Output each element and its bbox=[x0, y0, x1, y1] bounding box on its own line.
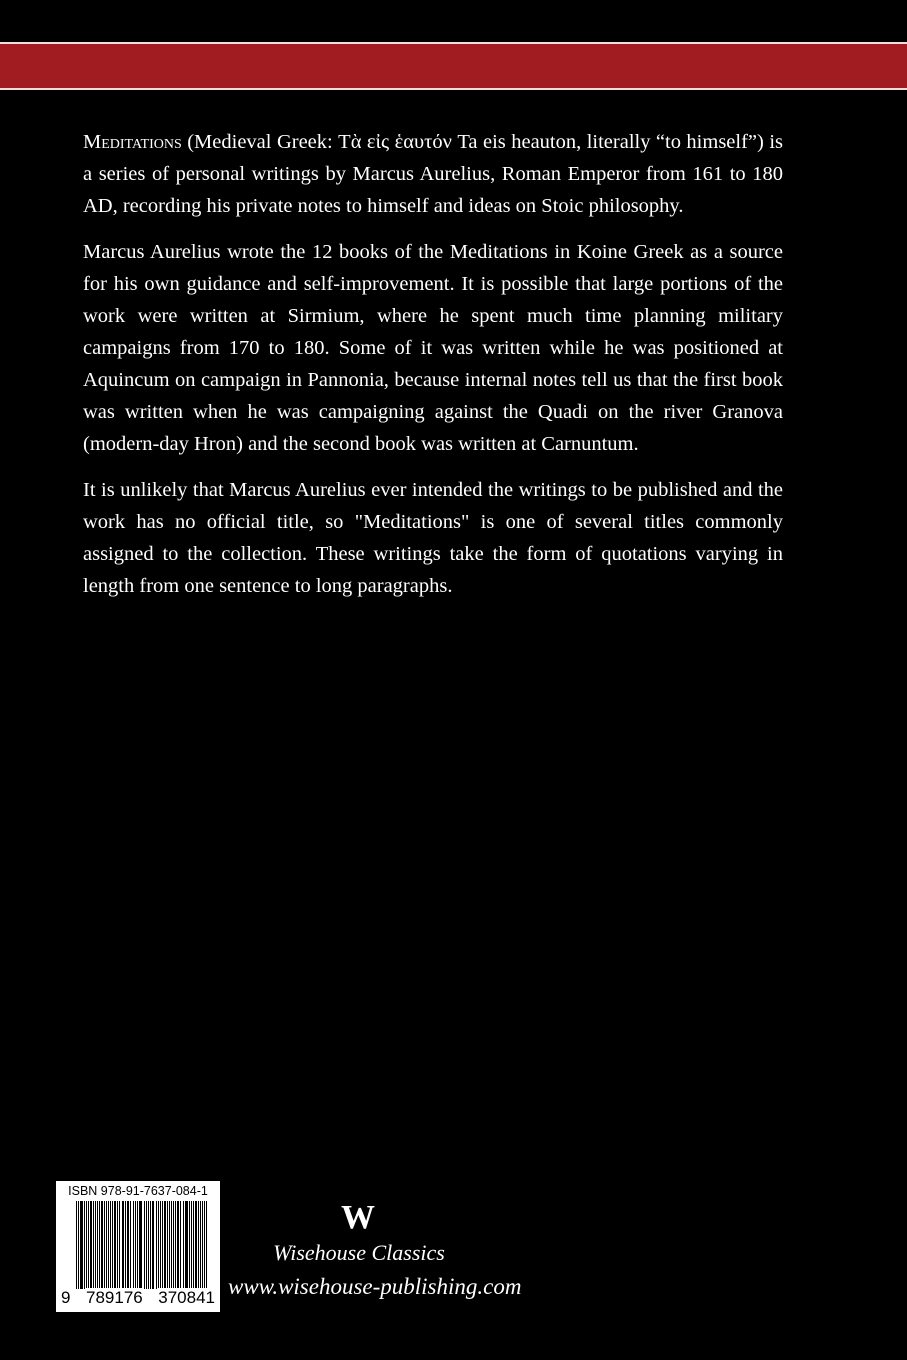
barcode-bar bbox=[112, 1201, 113, 1289]
barcode-bar bbox=[93, 1201, 94, 1289]
barcode-bar bbox=[115, 1201, 116, 1289]
barcode-bar bbox=[186, 1201, 188, 1289]
barcode-bar bbox=[177, 1201, 178, 1289]
barcode-bar bbox=[189, 1201, 190, 1289]
barcode-bar bbox=[125, 1201, 126, 1289]
barcode-bar bbox=[90, 1201, 92, 1289]
barcode-bar bbox=[88, 1201, 89, 1289]
barcode-bar bbox=[152, 1201, 153, 1289]
barcode-bar bbox=[97, 1201, 98, 1289]
barcode-bar bbox=[150, 1201, 151, 1289]
barcode-bar bbox=[117, 1201, 118, 1289]
paragraph-1-text: (Medieval Greek: Τὰ εἰς ἑαυτόν Ta eis heauton, literally “to himself”) is a series of personal writings by Marcus Aurelius, Roman Emperor from 161 to 180 AD, recording his private notes to himself and ideas on Stoic philosophy. bbox=[83, 131, 783, 217]
barcode-bar bbox=[106, 1201, 107, 1289]
barcode-bar bbox=[204, 1201, 205, 1289]
barcode-bar bbox=[114, 1201, 115, 1289]
barcode-bar bbox=[148, 1201, 149, 1289]
barcode-digits-group-2: 370841 bbox=[158, 1288, 215, 1307]
barcode-bar bbox=[195, 1201, 196, 1289]
isbn-label: ISBN 978-91-7637-084-1 bbox=[68, 1184, 208, 1198]
paragraph-2: Marcus Aurelius wrote the 12 books of the Meditations in Koine Greek as a source for his own guidance and self-improvement. It is possible that large portions of the work were written at Sirmium, where he spent much time planning military campaigns from 170 to 180. Some of it was written while he was positioned at Aquincum on campaign in Pannonia, because internal notes tell us that the first book was written when he was campaigning against the Quadi on the river Granova (modern-day Hron) and the second book was written at Carnuntum. bbox=[83, 241, 783, 455]
barcode-bar bbox=[183, 1201, 184, 1289]
barcode-bar bbox=[169, 1201, 170, 1289]
barcode-bar bbox=[167, 1201, 168, 1289]
barcode-bar bbox=[110, 1201, 111, 1289]
isbn-barcode bbox=[56, 1181, 220, 1312]
barcode-bar bbox=[171, 1201, 172, 1289]
barcode-bars bbox=[76, 1201, 208, 1289]
barcode-bar bbox=[193, 1201, 194, 1289]
barcode-digits-group-1: 789176 bbox=[86, 1288, 143, 1307]
barcode-bar bbox=[198, 1201, 199, 1289]
publisher-website: www.wisehouse-publishing.com bbox=[228, 1274, 522, 1299]
publisher-name: Wisehouse Classics bbox=[273, 1240, 445, 1265]
back-cover-description bbox=[83, 126, 783, 616]
barcode-bar bbox=[80, 1201, 81, 1289]
barcode-bar bbox=[139, 1201, 140, 1289]
barcode-bar bbox=[164, 1201, 165, 1289]
barcode-bar bbox=[144, 1201, 145, 1289]
barcode-digit-first: 9 bbox=[61, 1288, 71, 1307]
barcode-bar bbox=[173, 1201, 174, 1289]
barcode-bar bbox=[137, 1201, 138, 1289]
barcode-bar bbox=[76, 1201, 77, 1289]
barcode-bar bbox=[156, 1201, 157, 1289]
barcode-bar bbox=[119, 1201, 120, 1289]
barcode-bar bbox=[191, 1201, 192, 1289]
barcode-bar bbox=[206, 1201, 207, 1289]
logo-w-icon: W bbox=[341, 1199, 375, 1236]
barcode-bar bbox=[78, 1201, 79, 1289]
barcode-digits bbox=[60, 1288, 216, 1308]
top-red-band bbox=[0, 42, 907, 90]
barcode-bar bbox=[122, 1201, 124, 1289]
barcode-bar bbox=[175, 1201, 176, 1289]
barcode-bar bbox=[81, 1201, 82, 1289]
barcode-bar bbox=[128, 1201, 129, 1289]
barcode-bar bbox=[127, 1201, 128, 1289]
barcode-bar bbox=[108, 1201, 109, 1289]
barcode-bar bbox=[99, 1201, 100, 1289]
barcode-bar bbox=[86, 1201, 87, 1289]
barcode-bar bbox=[158, 1201, 159, 1289]
barcode-bar bbox=[101, 1201, 103, 1289]
barcode-bar bbox=[185, 1201, 186, 1289]
barcode-bar bbox=[130, 1201, 131, 1289]
barcode-bar bbox=[133, 1201, 134, 1289]
barcode-bar bbox=[95, 1201, 96, 1289]
book-title: Meditations bbox=[83, 131, 182, 153]
publisher-logo bbox=[228, 1200, 488, 1236]
barcode-bar bbox=[84, 1201, 85, 1289]
barcode-bar bbox=[178, 1201, 179, 1289]
barcode-bar bbox=[140, 1201, 142, 1289]
barcode-bar bbox=[200, 1201, 201, 1289]
barcode-bar bbox=[135, 1201, 136, 1289]
barcode-bar bbox=[146, 1201, 147, 1289]
barcode-bar bbox=[160, 1201, 162, 1289]
barcode-bar bbox=[153, 1201, 154, 1289]
paragraph-3: It is unlikely that Marcus Aurelius ever intended the writings to be published and the work has no official title, so "Meditations" is one of several titles commonly assigned to the collection. These writings take the form of quotations varying in length from one sentence to long paragraphs. bbox=[83, 479, 783, 597]
barcode-bar bbox=[104, 1201, 105, 1289]
paragraph-1 bbox=[83, 126, 783, 222]
barcode-bar bbox=[162, 1201, 163, 1289]
barcode-bar bbox=[180, 1201, 181, 1289]
barcode-bar bbox=[202, 1201, 204, 1289]
